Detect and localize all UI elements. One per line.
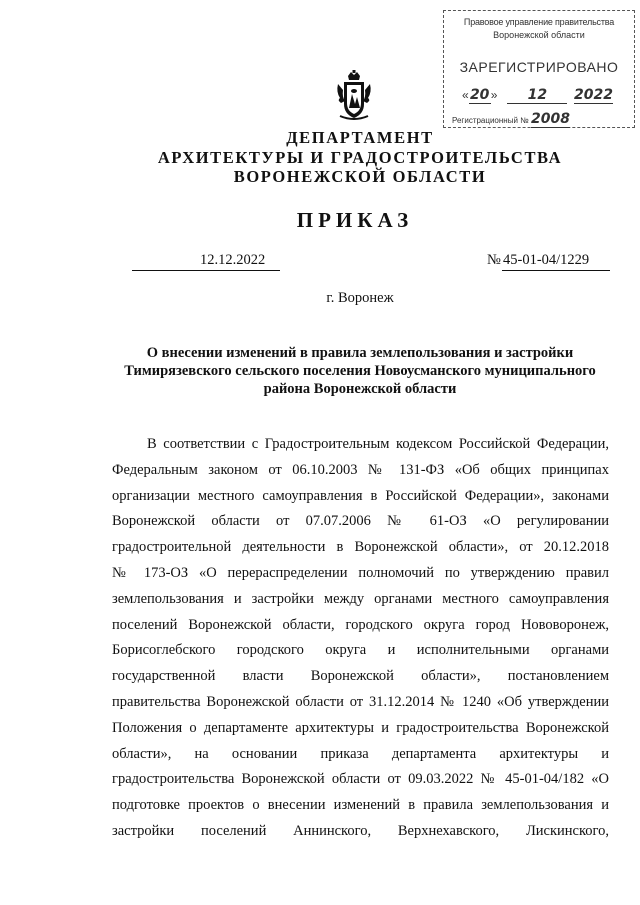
stamp-authority-line1: Правовое управление правительства: [463, 17, 615, 27]
stamp-date-month: 12: [507, 87, 567, 104]
stamp-date-year: 2022: [574, 87, 614, 103]
body-line: градостроительной деятельности в Воронежской области», от 20.12.2018: [112, 539, 609, 556]
stamp-number-value: 2008: [530, 111, 570, 127]
order-number-label: №: [487, 252, 501, 268]
order-body: [112, 432, 609, 845]
body-line: подготовке проектов о внесении изменений в правила землепользования и: [112, 797, 609, 814]
subject-line: О внесении изменений в правила землепользования и застройки: [146, 345, 574, 361]
order-subject: [90, 344, 630, 398]
department-title-line1: ДЕПАРТАМЕНТ: [286, 128, 434, 147]
order-city: г. Воронеж: [326, 290, 394, 306]
stamp-number: [452, 111, 570, 127]
body-line: землепользования и застройки между органами местного самоуправления: [112, 590, 609, 607]
stamp-date: «20» 12 2022: [462, 87, 614, 103]
order-number: 45-01-04/1229: [503, 252, 590, 268]
registration-stamp: [443, 10, 635, 128]
department-title-line3: ВОРОНЕЖСКОЙ ОБЛАСТИ: [233, 167, 487, 186]
order-number-underline: [502, 270, 610, 271]
body-line: В соответствии с Градостроительным кодексом Российской Федерации,: [147, 436, 609, 452]
order-date-underline: [132, 270, 280, 271]
body-line: организации местного самоуправления в Российской Федерации», законами: [112, 487, 609, 504]
body-line: Воронежской области от 07.07.2006 № 61-ОЗ «О регулировании: [112, 513, 609, 530]
body-line: поселений Воронежской области, городского округа город Нововоронеж,: [112, 616, 609, 633]
body-line: Федеральным законом от 06.10.2003 № 131-ФЗ «Об общих принципах: [112, 461, 609, 478]
stamp-number-label: Регистрационный №: [452, 116, 529, 125]
body-line: государственной власти Воронежской области», постановлением: [112, 668, 609, 685]
body-line: Положения о департаменте архитектуры и градостроительства Воронежской: [112, 719, 609, 736]
order-date: 12.12.2022: [200, 252, 266, 268]
body-line: градостроительства Воронежской области от 09.03.2022 № 45-01-04/182 «О: [112, 771, 609, 788]
body-line: застройки поселений Аннинского, Верхнехавского, Лискинского,: [112, 822, 609, 839]
body-line: № 173-ОЗ «О перераспределении полномочий по утверждению правил: [112, 564, 609, 581]
subject-line: Тимирязевского сельского поселения Новоусманского муниципального: [124, 363, 596, 379]
body-line: Борисоглебского городского округа и исполнительными органами: [112, 642, 609, 659]
body-line: области», на основании приказа департамента архитектуры и: [112, 745, 609, 762]
subject-line: района Воронежской области: [263, 381, 457, 397]
department-title-line2: АРХИТЕКТУРЫ И ГРАДОСТРОИТЕЛЬСТВА: [157, 148, 563, 167]
coat-of-arms-emblem: [332, 70, 376, 122]
order-title: ПРИКАЗ: [296, 208, 414, 232]
stamp-authority-line2: Воронежской области: [493, 30, 585, 40]
stamp-date-day: 20: [469, 87, 490, 103]
stamp-registered-label: ЗАРЕГИСТРИРОВАНО: [459, 59, 619, 75]
body-line: правительства Воронежской области от 31.12.2014 № 1240 «Об утверждении: [112, 693, 609, 710]
